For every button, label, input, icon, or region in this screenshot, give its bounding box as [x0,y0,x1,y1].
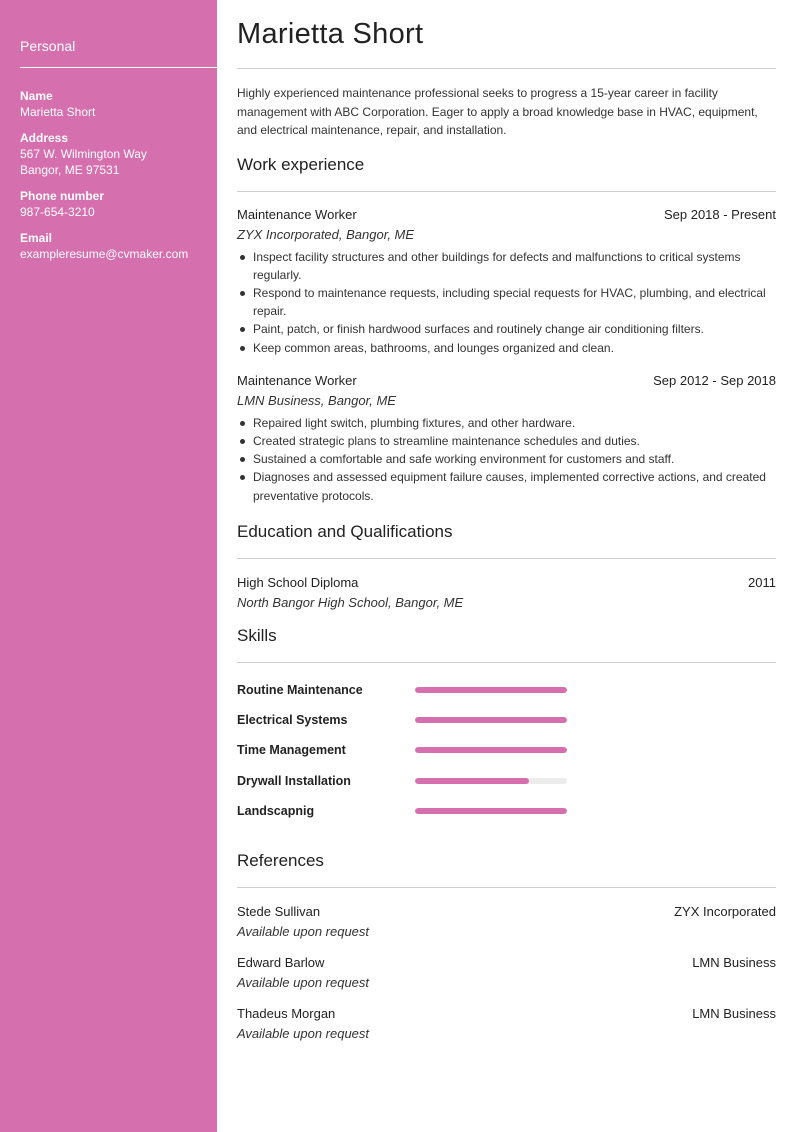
skill-meter-fill [415,808,567,814]
duty-item: Keep common areas, bathrooms, and lounges organized and clean. [237,339,776,357]
work-experience-section [237,154,776,505]
reference-note: Available upon request [237,975,370,991]
section-divider [237,191,776,192]
field-label: Phone number [20,189,105,203]
reference-name: Thadeus Morgan [237,1006,336,1022]
job-dates: Sep 2012 - Sep 2018 [653,372,776,388]
duty-item: Sustained a comfortable and safe working environment for customers and staff. [237,450,776,468]
section-title: Work experience [237,154,365,174]
job-title: Maintenance Worker [237,372,357,388]
reference-entry [237,955,776,990]
section-title: References [237,851,324,871]
field-name [20,88,217,120]
duty-item: Created strategic plans to streamline maintenance schedules and duties. [237,432,776,450]
degree-title: High School Diploma [237,574,359,590]
skill-item [237,705,776,735]
section-divider [237,662,776,663]
job-title: Maintenance Worker [237,206,357,222]
reference-entry [237,904,776,939]
duty-item: Respond to maintenance requests, including special requests for HVAC, plumbing, and electrical repair. [237,284,776,320]
skill-item [237,675,776,705]
reference-name: Edward Barlow [237,955,325,971]
skill-name: Time Management [237,743,346,758]
field-phone [20,188,217,220]
job-dates: Sep 2018 - Present [663,206,776,222]
page-title: Marietta Short [237,18,424,50]
skill-meter [415,687,567,693]
sidebar-heading: Personal [20,38,76,54]
profile-summary: Highly experienced maintenance professional seeks to progress a 15-year career in facility management with ABC Corporation. Eager to apply a broad knowledge base in HVAC, equipment, and electrical maintenance, repair, and installation. [237,86,758,137]
resume-main [237,0,776,1041]
education-section [237,521,776,610]
references-section [237,850,776,1041]
school: North Bangor High School, Bangor, ME [237,594,464,610]
skill-meter-fill [415,717,567,723]
skill-meter [415,717,567,723]
skill-meter [415,808,567,814]
field-value: exampleresume@cvmaker.com [20,247,189,261]
title-divider [237,68,776,69]
skill-meter [415,747,567,753]
reference-company: LMN Business [692,955,776,971]
skill-name: Landscapnig [237,804,315,819]
skill-meter-fill [415,747,567,753]
skill-item [237,735,776,765]
reference-company: ZYX Incorporated [674,904,776,920]
duty-item: Diagnoses and assessed equipment failure causes, implemented corrective actions, and created preventative protocols. [237,468,776,504]
skill-item [237,766,776,796]
field-value: 987-654-3210 [20,205,95,219]
reference-name: Stede Sullivan [237,904,321,920]
field-label: Name [20,89,53,103]
skill-meter [415,778,567,784]
reference-note: Available upon request [237,924,370,940]
duty-item: Paint, patch, or finish hardwood surfaces and routinely change air conditioning filters. [237,320,776,338]
skills-section [237,625,776,826]
section-divider [237,558,776,559]
duty-item: Inspect facility structures and other buildings for defects and malfunctions to critical systems regularly. [237,248,776,284]
field-value: Marietta Short [20,105,96,119]
section-divider [237,887,776,888]
field-email [20,230,217,262]
section-title: Education and Qualifications [237,521,453,541]
duty-item: Repaired light switch, plumbing fixtures, and other hardware. [237,414,776,432]
work-entry [237,207,776,357]
skill-list [237,675,776,826]
reference-entry [237,1006,776,1041]
field-value: 567 W. Wilmington Way [20,147,147,161]
skill-meter-fill [415,687,567,693]
graduation-year: 2011 [748,574,776,590]
duty-list [237,248,776,357]
field-label: Address [20,131,69,145]
skill-name: Drywall Installation [237,773,351,788]
section-title: Skills [237,625,277,645]
skill-name: Routine Maintenance [237,682,363,697]
field-label: Email [20,231,53,245]
skill-item [237,796,776,826]
employer: LMN Business, Bangor, ME [237,392,396,408]
sidebar-divider [20,67,217,68]
employer: ZYX Incorporated, Bangor, ME [237,226,415,242]
skill-name: Electrical Systems [237,713,348,728]
field-value: Bangor, ME 97531 [20,163,120,177]
reference-company: LMN Business [692,1006,776,1022]
reference-note: Available upon request [237,1026,370,1042]
field-address [20,130,217,178]
education-entry [237,575,776,610]
skill-meter-fill [415,778,529,784]
work-entry [237,373,776,505]
sidebar [0,0,217,1132]
duty-list [237,414,776,505]
